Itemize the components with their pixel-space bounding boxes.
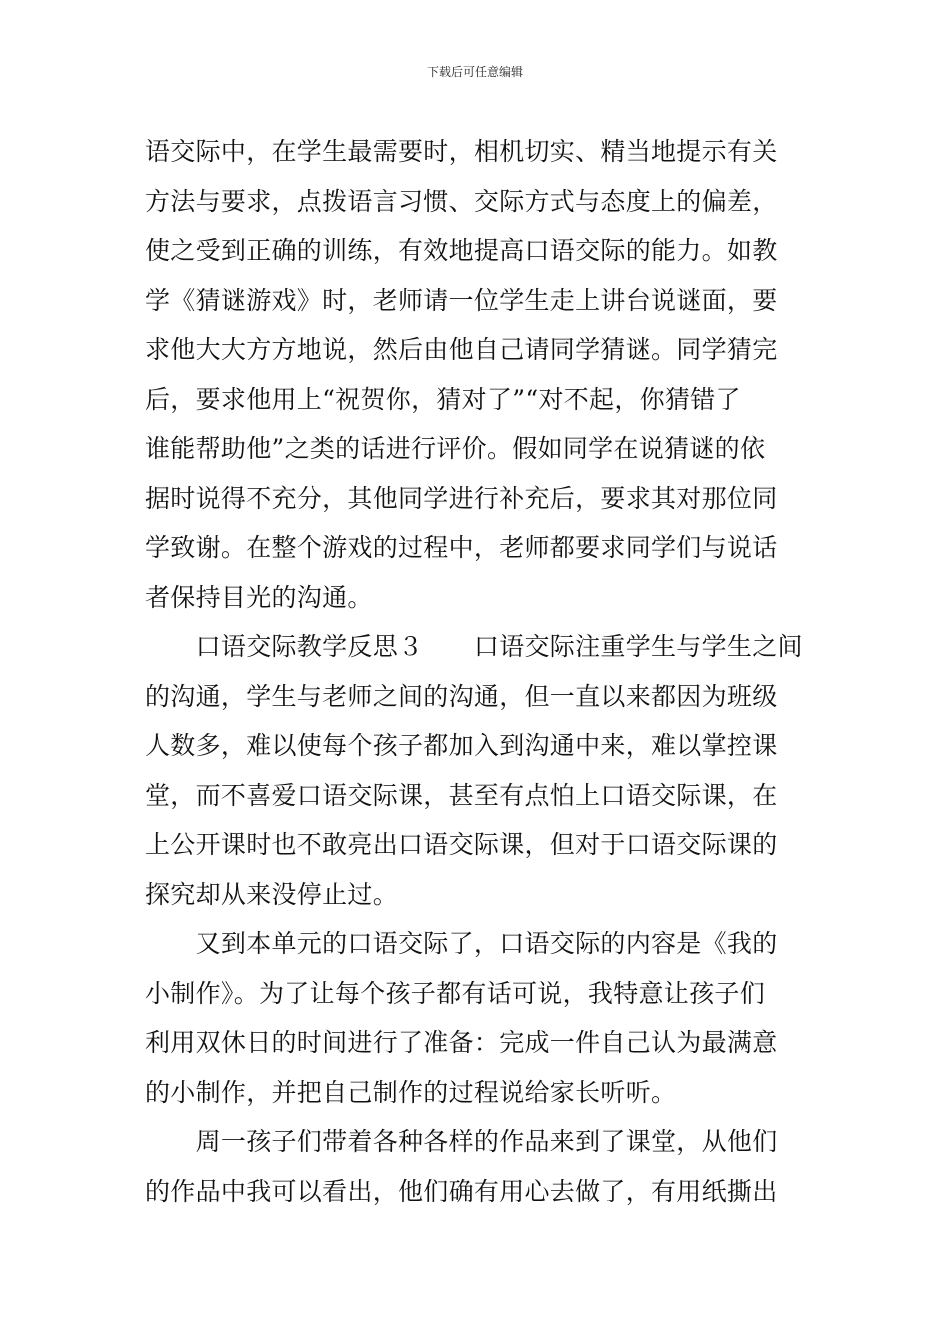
page-header: 下载后可任意编辑 — [426, 65, 523, 79]
body-line: 方法与要求，点拨语言习惯、交际方式与态度上的偏差， — [145, 186, 778, 216]
body-line: 又到本单元的口语交际了，口语交际的内容是《我的 — [145, 929, 778, 958]
body-line: 谁能帮助他”之类的话进行评价。假如同学在说猜谜的依 — [145, 434, 766, 463]
body-line: 者保持目光的沟通。 — [145, 582, 373, 612]
body-line: 学致谢。在整个游戏的过程中，老师都要求同学们与说话 — [145, 533, 778, 562]
body-line: 周一孩子们带着各种各样的作品来到了课堂，从他们 — [145, 1127, 778, 1156]
body-line: 求他大大方方地说，然后由他自己请同学猜谜。同学猜完 — [145, 335, 778, 364]
body-line: 学《猜谜游戏》时，老师请一位学生走上讲台说谜面，要 — [145, 285, 778, 315]
body-line: 后，要求他用上“祝贺你，猜对了”“对不起，你猜错了 — [145, 384, 741, 414]
body-line: 人数多，难以使每个孩子都加入到沟通中来，难以掌控课 — [145, 731, 778, 760]
document-body — [145, 127, 805, 1216]
section-heading-line: 口语交际教学反思３ 口语交际注重学生与学生之间 — [145, 632, 803, 661]
body-line: 的作品中我可以看出，他们确有用心去做了，有用纸撕出 — [145, 1176, 778, 1206]
body-line: 小制作》。为了让每个孩子都有话可说，我特意让孩子们 — [145, 978, 766, 1008]
body-line: 语交际中，在学生最需要时，相机切实、精当地提示有关 — [145, 137, 778, 166]
body-line: 的沟通，学生与老师之间的沟通，但一直以来都因为班级 — [145, 681, 778, 711]
body-line: 据时说得不充分，其他同学进行补充后，要求其对那位同 — [145, 483, 778, 513]
body-line: 使之受到正确的训练，有效地提高口语交际的能力。如教 — [145, 236, 778, 265]
body-line: 上公开课时也不敢亮出口语交际课，但对于口语交际课的 — [145, 830, 778, 859]
body-line: 利用双休日的时间进行了准备：完成一件自己认为最满意 — [145, 1028, 778, 1057]
body-line: 的小制作，并把自己制作的过程说给家长听听。 — [145, 1077, 677, 1107]
body-line: 探究却从来没停止过。 — [145, 879, 399, 909]
body-line: 堂，而不喜爱口语交际课，甚至有点怕上口语交际课，在 — [145, 780, 778, 810]
